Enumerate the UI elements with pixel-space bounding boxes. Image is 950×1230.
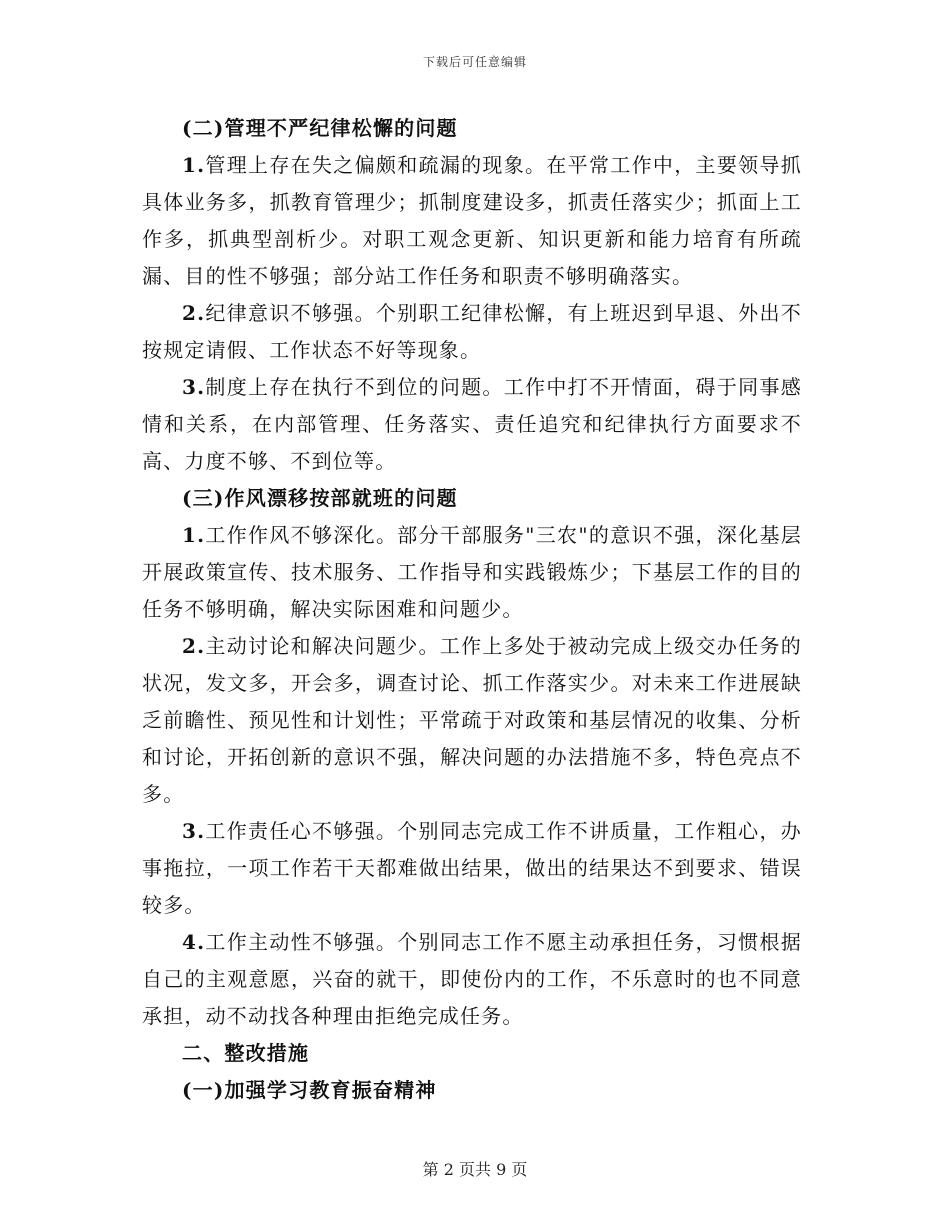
chapter-heading-measures: 二、整改措施 xyxy=(182,1041,310,1065)
document-body xyxy=(142,110,802,1109)
paragraph-2-2 xyxy=(142,295,802,369)
item-number: 3. xyxy=(182,375,206,399)
section-heading-2: (二)管理不严纪律松懈的问题 xyxy=(182,116,458,140)
paragraph-text: 制度上存在执行不到位的问题。工作中打不开情面，碍于同事感情和关系，在内部管理、任务落实、责任追究和纪律执行方面要求不高、力度不够、不到位等。 xyxy=(142,375,802,473)
paragraph-text: 主动讨论和解决问题少。工作上多处于被动完成上级交办任务的状况，发文多，开会多，调查讨论、抓工作落实少。对未来工作进展缺乏前瞻性、预见性和计划性；平常疏于对政策和基层情况的收集、分析和讨论，开拓创新的意识不强，解决问题的办法措施不多，特色亮点不多。 xyxy=(142,634,802,806)
item-number: 4. xyxy=(182,930,206,954)
paragraph-text: 工作责任心不够强。个别同志完成工作不讲质量，工作粗心，办事拖拉，一项工作若干天都难做出结果，做出的结果达不到要求、错误较多。 xyxy=(142,819,802,917)
item-number: 2. xyxy=(182,301,206,325)
section-heading-1: (一)加强学习教育振奋精神 xyxy=(182,1078,437,1102)
item-number: 3. xyxy=(182,819,206,843)
item-number: 1. xyxy=(182,153,206,177)
paragraph-text: 纪律意识不够强。个别职工纪律松懈，有上班迟到早退、外出不按规定请假、工作状态不好等现象。 xyxy=(142,301,802,362)
paragraph-3-3 xyxy=(142,813,802,924)
paragraph-text: 工作主动性不够强。个别同志工作不愿主动承担任务，习惯根据自己的主观意愿，兴奋的就干，即使份内的工作，不乐意时的也不同意承担，动不动找各种理由拒绝完成任务。 xyxy=(142,930,802,1028)
paragraph-text: 管理上存在失之偏颇和疏漏的现象。在平常工作中，主要领导抓具体业务多，抓教育管理少；抓制度建设多，抓责任落实少；抓面上工作多，抓典型剖析少。对职工观念更新、知识更新和能力培育有所疏漏、目的性不够强；部分站工作任务和职责不够明确落实。 xyxy=(142,153,802,288)
page-footer: 第 2 页共 9 页 xyxy=(422,1160,528,1179)
paragraph-3-2 xyxy=(142,628,802,813)
paragraph-2-1 xyxy=(142,147,802,295)
section-heading-3: (三)作风漂移按部就班的问题 xyxy=(182,486,458,510)
page-header: 下载后可任意编辑 xyxy=(422,55,527,69)
item-number: 1. xyxy=(182,523,206,547)
paragraph-2-3 xyxy=(142,369,802,480)
paragraph-3-4 xyxy=(142,924,802,1035)
item-number: 2. xyxy=(182,634,206,658)
paragraph-3-1 xyxy=(142,517,802,628)
paragraph-text: 工作作风不够深化。部分干部服务"三农"的意识不强，深化基层开展政策宣传、技术服务、工作指导和实践锻炼少；下基层工作的目的任务不够明确，解决实际困难和问题少。 xyxy=(142,523,802,621)
